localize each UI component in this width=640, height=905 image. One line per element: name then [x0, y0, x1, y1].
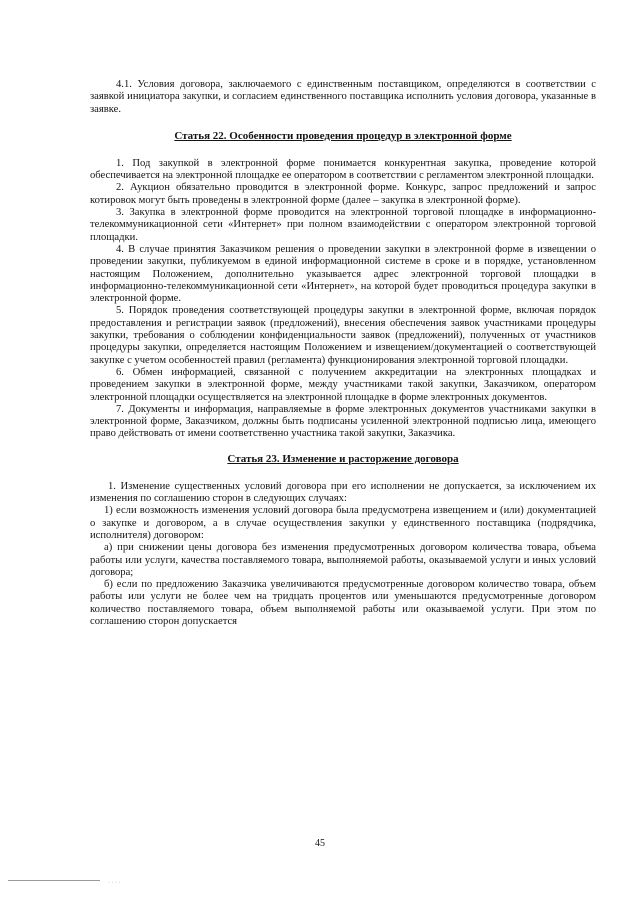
article-23-case-1: 1) если возможность изменения условий договора была предусмотрена извещением и (или) документацией о закупке и договором, а в случае осуществления закупки у единственного поставщика (подрядчика, исполнителя) договором: — [90, 505, 596, 541]
article-23-intro: 1. Изменение существенных условий договора при его исполнении не допускается, за исключением их изменения по соглашению сторон в следующих случаях: — [90, 480, 596, 505]
article-22-heading: Статья 22. Особенности проведения процедур в электронной форме — [174, 129, 512, 142]
spacer — [90, 143, 596, 158]
article-23-subitem-a: а) при снижении цены договора без изменения предусмотренных договором количества товара, объема работы или услуги, качества поставляемого товара, выполняемой работы, оказываемой услуги и иных условий договора; — [90, 542, 596, 578]
article-22-item-7: 7. Документы и информация, направляемые в форме электронных документов участниками закупки в электронной форме, Заказчиком, должны быть подписаны усиленной электронной подписью лица, имеющего право действовать от имени соответственно участника такой закупки, Заказчика. — [90, 403, 596, 440]
spacer — [90, 466, 596, 481]
footer-rule — [8, 880, 100, 881]
article-23-heading: Статья 23. Изменение и расторжение договора — [227, 452, 459, 465]
article-22-item-4: 4. В случае принятия Заказчиком решения о проведении закупки в электронной форме в извещении о проведении закупки, публикуемом в единой информационной системе в сроке и в порядке, установленном настоящим Положением, дополнительно указывается адрес электронной торговой площадки в информационно-телекоммуникационной сети «Интернет», на которой будет проводиться процедура закупки в электронной форме. — [90, 243, 596, 305]
paragraph-4-1: 4.1. Условия договора, заключаемого с единственным поставщиком, определяются в соответствии с заявкой инициатора закупки, и согласием единственного поставщика исполнить условия договора, указанные в заявке. — [90, 79, 596, 115]
spacer — [90, 441, 596, 453]
footer-marks: · · · · — [108, 880, 121, 886]
article-22-item-5: 5. Порядок проведения соответствующей процедуры закупки в электронной форме, включая порядок предоставления и регистрации заявок (предложений), внесения обеспечения заявок участниками процедуры закупки, требования о соблюдении конфиденциальности заявок (предложений), полученных от участников процедуры закупки, определяется настоящим Положением и извещением/документацией о соответствующей закупке с учетом особенностей правил (регламента) функционирования электронной торговой площадки. — [90, 305, 596, 366]
article-22-item-2: 2. Аукцион обязательно проводится в электронной форме. Конкурс, запрос предложений и запрос котировок могут быть проведены в электронной форме (далее – закупка в электронной форме). — [90, 182, 596, 206]
spacer — [90, 116, 596, 130]
page-number: 45 — [315, 838, 325, 849]
article-22-item-1: 1. Под закупкой в электронной форме понимается конкурентная закупка, проведение которой обеспечивается на электронной площадке ее оператором в соответствии с регламентом электронной площадки. — [90, 157, 596, 182]
page-content — [90, 79, 596, 628]
article-23-subitem-b: б) если по предложению Заказчика увеличиваются предусмотренные договором количество товара, объем работы или услуги не более чем на тридцать процентов или уменьшаются предусмотренные договором количество поставляемого товара, объем выполняемой работы или оказываемой услуги. При этом по соглашению сторон допускается — [90, 579, 596, 627]
article-22-item-3: 3. Закупка в электронной форме проводится на электронной торговой площадке в информационно-телекоммуникационной сети «Интернет» при полном взаимодействии с оператором электронной торговой площадки. — [90, 207, 596, 243]
article-22-item-6: 6. Обмен информацией, связанной с получением аккредитации на электронных площадках и проведением закупки в электронной форме, между участниками такой закупки, Заказчиком, оператором электронной площадки осуществляется на электронной площадке в форме электронных документов. — [90, 366, 596, 403]
